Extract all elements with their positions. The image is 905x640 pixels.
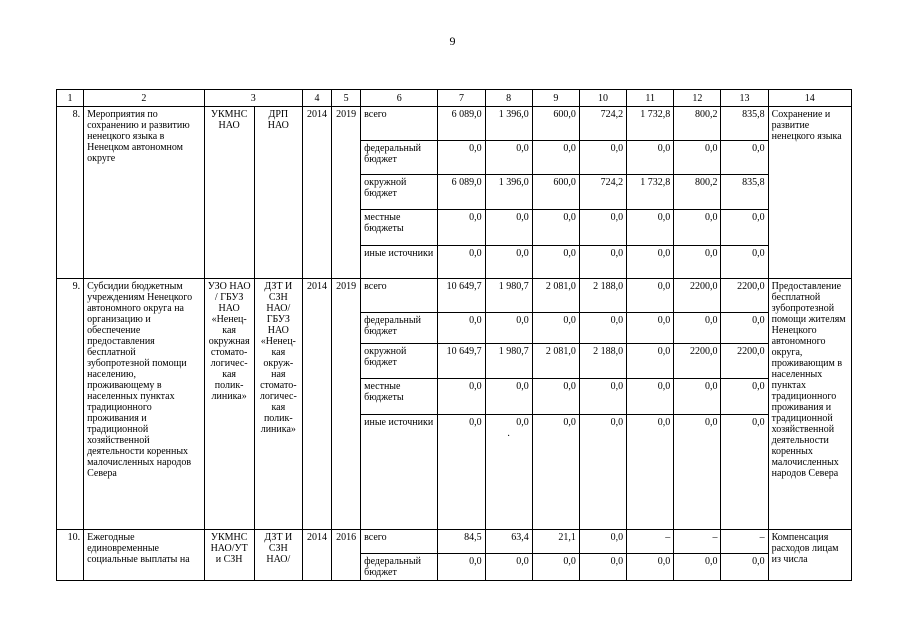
funding-value: 21,1 <box>532 530 579 554</box>
funding-value: 0,0 <box>721 210 768 246</box>
funding-value: 0,0 <box>721 141 768 175</box>
funding-value: 0,0 <box>627 313 674 344</box>
funding-value: 0,0 <box>579 210 626 246</box>
funding-value: 0,0 <box>627 415 674 530</box>
funding-value: 0,0 <box>532 141 579 175</box>
year-end: 2019 <box>332 107 361 279</box>
program-table <box>56 89 852 581</box>
funding-value: 2 188,0 <box>579 279 626 313</box>
header-cell: 5 <box>332 90 361 107</box>
measure-name: Субсидии бюджетным учреждениям Ненецкого автономного округа на организацию и обеспечение предоставления бесплатной зубопротезной помощи населению, проживающему в населенных пунктах традиционного проживания и традиционной хозяйственной деятельности коренных малочисленных народов Севера <box>84 279 204 530</box>
header-cell: 6 <box>361 90 438 107</box>
funding-value: 0,0 <box>532 415 579 530</box>
funding-value: 0,0 <box>627 279 674 313</box>
header-cell: 2 <box>84 90 204 107</box>
funding-value: 1 396,0 <box>485 175 532 210</box>
funding-value: 800,2 <box>674 107 721 141</box>
header-cell: 7 <box>438 90 485 107</box>
funding-value: 0,0 <box>627 379 674 415</box>
funding-value: – <box>674 530 721 554</box>
funding-value: 1 980,7 <box>485 344 532 379</box>
funding-value: 2200,0 <box>674 279 721 313</box>
funding-source-label: местные бюджеты <box>361 379 438 415</box>
funding-value: 0,0 <box>532 210 579 246</box>
measure-row <box>57 279 852 313</box>
funding-value: 0,0 <box>438 246 485 279</box>
funding-value: 724,2 <box>579 175 626 210</box>
funding-value: 1 732,8 <box>627 175 674 210</box>
funding-value: 2200,0 <box>721 344 768 379</box>
measure-index: 10. <box>57 530 84 581</box>
measure-index: 8. <box>57 107 84 279</box>
funding-value: 835,8 <box>721 175 768 210</box>
year-start: 2014 <box>302 107 331 279</box>
funding-value: 0,0 <box>721 379 768 415</box>
funding-value: 2 081,0 <box>532 279 579 313</box>
year-start: 2014 <box>302 279 331 530</box>
header-cell: 13 <box>721 90 768 107</box>
funding-value: 0,0 <box>721 246 768 279</box>
funding-value: 0,0 <box>579 415 626 530</box>
funding-value: 0,0 <box>674 141 721 175</box>
funding-value: 0,0 <box>532 554 579 581</box>
measure-row <box>57 107 852 141</box>
funding-value: 0,0 <box>674 246 721 279</box>
measure-name: Мероприятия по сохранению и развитию ненецкого языка в Ненецком автономном округе <box>84 107 204 279</box>
funding-value: 0,0 <box>674 554 721 581</box>
funding-value: 0,0 <box>627 246 674 279</box>
executor-secondary: ДРП НАО <box>254 107 302 279</box>
measure-name: Ежегодные единовременные социальные выплаты на <box>84 530 204 581</box>
funding-value: 0,0 <box>485 554 532 581</box>
funding-value: 0,0 <box>674 379 721 415</box>
funding-value: 10 649,7 <box>438 279 485 313</box>
executor-secondary: ДЗТ И СЗН НАО/ ГБУЗ НАО «Ненец-кая окруж-ная стомато-логичес-кая полик-линика» <box>254 279 302 530</box>
funding-value <box>485 415 532 530</box>
funding-value: 800,2 <box>674 175 721 210</box>
funding-value: 0,0 <box>485 141 532 175</box>
funding-value: 0,0 <box>627 141 674 175</box>
year-end: 2019 <box>332 279 361 530</box>
funding-value: 0,0 <box>438 313 485 344</box>
funding-value: 0,0 <box>485 210 532 246</box>
funding-value: 10 649,7 <box>438 344 485 379</box>
funding-value: 0,0 <box>438 141 485 175</box>
funding-source-label: федеральный бюджет <box>361 554 438 581</box>
funding-source-label: всего <box>361 530 438 554</box>
funding-value: 0,0 <box>721 313 768 344</box>
funding-source-label: местные бюджеты <box>361 210 438 246</box>
funding-value: 0,0 <box>627 554 674 581</box>
funding-value: 0,0 <box>721 415 768 530</box>
funding-value: – <box>627 530 674 554</box>
executor-primary: УКМНС НАО <box>204 107 254 279</box>
funding-value: 2200,0 <box>721 279 768 313</box>
measure-index: 9. <box>57 279 84 530</box>
executor-primary: УЗО НАО / ГБУЗ НАО «Ненец-кая окружная стомато-логичес-кая полик-линика» <box>204 279 254 530</box>
funding-value: 0,0 <box>485 313 532 344</box>
funding-value: 63,4 <box>485 530 532 554</box>
funding-value: 0,0 <box>438 210 485 246</box>
expected-result: Компенсация расходов лицам из числа <box>768 530 851 581</box>
funding-source-label: окружной бюджет <box>361 344 438 379</box>
funding-value: 0,0 <box>438 379 485 415</box>
funding-value: 600,0 <box>532 107 579 141</box>
page-number: 9 <box>449 34 456 48</box>
funding-value: 0,0 <box>674 210 721 246</box>
dot-mark: . <box>507 428 510 439</box>
header-cell: 4 <box>302 90 331 107</box>
header-cell: 3 <box>204 90 302 107</box>
funding-value: 0,0 <box>674 313 721 344</box>
funding-value: 0,0 <box>532 313 579 344</box>
funding-value: 1 396,0 <box>485 107 532 141</box>
header-cell: 11 <box>627 90 674 107</box>
year-start: 2014 <box>302 530 331 581</box>
funding-value: 0,0 <box>674 415 721 530</box>
funding-value: 600,0 <box>532 175 579 210</box>
funding-value: 0,0 <box>438 554 485 581</box>
funding-value: 2200,0 <box>674 344 721 379</box>
funding-value: 0,0 <box>532 246 579 279</box>
funding-value: 6 089,0 <box>438 175 485 210</box>
funding-value: 0,0 <box>485 246 532 279</box>
funding-value: 0,0 <box>438 415 485 530</box>
funding-source-label: иные источники <box>361 415 438 530</box>
header-cell: 14 <box>768 90 851 107</box>
funding-value: 6 089,0 <box>438 107 485 141</box>
funding-value: 0,0 <box>579 313 626 344</box>
funding-source-label: федеральный бюджет <box>361 141 438 175</box>
funding-value: 0,0 <box>579 246 626 279</box>
funding-value: 0,0 <box>627 344 674 379</box>
funding-value: 0,0 <box>579 141 626 175</box>
header-row <box>57 90 852 107</box>
funding-value: 0,0 <box>532 379 579 415</box>
executor-secondary: ДЗТ И СЗН НАО/ <box>254 530 302 581</box>
funding-source-label: всего <box>361 279 438 313</box>
funding-value-text: 0,0 <box>516 417 529 428</box>
header-cell: 12 <box>674 90 721 107</box>
measure-row <box>57 530 852 554</box>
funding-value: 0,0 <box>485 379 532 415</box>
executor-primary: УКМНС НАО/УТ и СЗН <box>204 530 254 581</box>
header-cell: 9 <box>532 90 579 107</box>
funding-value: 0,0 <box>579 530 626 554</box>
funding-source-label: окружной бюджет <box>361 175 438 210</box>
funding-value: 2 081,0 <box>532 344 579 379</box>
header-cell: 8 <box>485 90 532 107</box>
header-cell: 10 <box>579 90 626 107</box>
funding-source-label: федеральный бюджет <box>361 313 438 344</box>
funding-source-label: всего <box>361 107 438 141</box>
funding-value: 0,0 <box>627 210 674 246</box>
funding-value: 2 188,0 <box>579 344 626 379</box>
funding-value: 0,0 <box>721 554 768 581</box>
funding-value: 84,5 <box>438 530 485 554</box>
funding-value: 0,0 <box>579 379 626 415</box>
funding-value: 0,0 <box>579 554 626 581</box>
header-cell: 1 <box>57 90 84 107</box>
funding-value: – <box>721 530 768 554</box>
expected-result: Сохранение и развитие ненецкого языка <box>768 107 851 279</box>
funding-value: 1 732,8 <box>627 107 674 141</box>
expected-result: Предоставление бесплатной зубопротезной помощи жителям Ненецкого автономного округа, проживающим в населенных пунктах традиционного проживания и традиционной хозяйственной деятельности коренных малочисленных народов Севера <box>768 279 851 530</box>
funding-value: 835,8 <box>721 107 768 141</box>
funding-value: 724,2 <box>579 107 626 141</box>
year-end: 2016 <box>332 530 361 581</box>
funding-value: 1 980,7 <box>485 279 532 313</box>
funding-source-label: иные источники <box>361 246 438 279</box>
